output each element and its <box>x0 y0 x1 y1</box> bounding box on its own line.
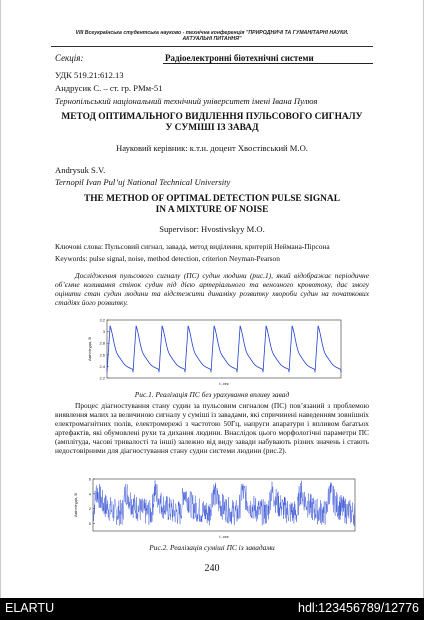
section-value: Радіоелектронні біотехнічні системи <box>165 53 314 63</box>
y-tick-label: 2.4 <box>99 363 105 369</box>
y-tick-label: 2 <box>88 506 91 512</box>
x-axis-label: t, сек <box>219 381 229 386</box>
university-en: Ternopil Ivan Pul’uj National Technical University <box>55 177 231 187</box>
paragraph-1 <box>55 272 369 308</box>
y-tick-label: 3.2 <box>99 317 105 323</box>
title-ua-line2: У СУМІШІ ІЗ ЗАВАД <box>165 123 259 133</box>
x-axis-label: t, сек <box>219 534 229 539</box>
figure-1-caption: Рис.1. Реалізація ПС без урахування впливу завад <box>134 390 290 399</box>
supervisor-en: Supervisor: Hvostivskyy M.O. <box>159 224 265 234</box>
keywords-ua: Ключові слова: Пульсовий сигнал, завада, метод виділення, критерій Неймана-Пірсона <box>55 242 330 251</box>
conference-header-line2: АКТУАЛЬНІ ПИТАННЯ" <box>182 36 242 42</box>
y-tick-label: 2.6 <box>99 352 105 358</box>
author-en: Andrysuk S.V. <box>55 165 106 175</box>
title-en <box>55 194 369 216</box>
university-ua: Тернопільський національний технічний університет імені Івана Пулюя <box>55 96 318 106</box>
paragraph-1-text: Дослідження пульсового сигналу (ПС) судин людини (рис.1), який відображає періодичне об’ємне коливання стінок судин під дією артеріального та венозного кровотоку, дає змогу оцінити стан судин людини та відстежити динаміку розвитку хвороби судин на початкових стадіях його розвитку. <box>55 271 369 307</box>
footer-repository-name: ELARTU <box>5 601 55 615</box>
y-tick-label: 2.2 <box>99 375 105 381</box>
keywords-en: Keywords: pulse signal, noise, method detection, criterion Neyman-Pearson <box>55 254 280 263</box>
footer-bar <box>0 598 424 620</box>
title-en-line2: IN A MIXTURE OF NOISE <box>155 205 269 215</box>
y-tick-label: 6 <box>88 476 91 482</box>
page-number: 240 <box>204 563 220 574</box>
section-underline <box>163 63 373 64</box>
title-ua-line1: МЕТОД ОПТИМАЛЬНОГО ВИДІЛЕННЯ ПУЛЬСОВОГО СИГНАЛУ <box>61 112 363 122</box>
y-axis-label: Амплітуда, В <box>73 493 78 517</box>
y-tick-label: 3 <box>102 329 105 335</box>
header-rule <box>51 46 373 47</box>
figure-1-chart <box>85 316 345 386</box>
plot-area <box>107 320 341 378</box>
y-tick-label: 0 <box>88 521 91 527</box>
section-label: Секція: <box>55 53 84 63</box>
y-axis-label: Амплітуда, В <box>87 337 92 361</box>
y-tick-label: 2.8 <box>99 340 105 346</box>
figure-2-chart <box>71 475 359 539</box>
paragraph-2-text: Процес діагностування стану судин за пульсовим сигналом (ПС) пов’язаний з проблемою виявлення малих за величиною сигналу у суміші із завадами, які спричинені наведенням зовнішніх електромагнітних полів, електромережі з частотою 50Гц, напруги апаратури і впливом багатьох артефактів, які обумовлені рухи та дихання людини. Внаслідок цього морфологічні параметри ПС (амплітуда, часові тривалості та інші) залежно від виду завади набувають різних значень і стають недостовірними для діагностування стану судин системи людини (рис.2). <box>55 401 369 455</box>
conference-header-line1: VIII Всеукраїнська студентська науково - технічна конференція "ПРИРОДНИЧІ ТА ГУМАНІТАРНІ НАУКИ. <box>75 30 349 36</box>
figure-2-caption: Рис.2. Реалізація суміші ПС із завадами <box>149 543 275 552</box>
supervisor-ua: Науковий керівник: к.т.н. доцент Хвостівський М.О. <box>116 143 308 153</box>
y-tick-label: 4 <box>88 491 91 497</box>
footer-handle: hdl:123456789/12776 <box>298 601 419 615</box>
paragraph-2 <box>55 402 369 455</box>
title-en-line1: THE METHOD OF OPTIMAL DETECTION PULSE SIGNAL <box>84 194 340 204</box>
author-ua: Андрусик С. – ст. гр. РМм-51 <box>55 83 163 93</box>
title-ua <box>55 112 369 134</box>
udk-code: УДК 519.21:612.13 <box>55 70 124 80</box>
section-row <box>55 53 369 63</box>
conference-header <box>55 30 369 42</box>
